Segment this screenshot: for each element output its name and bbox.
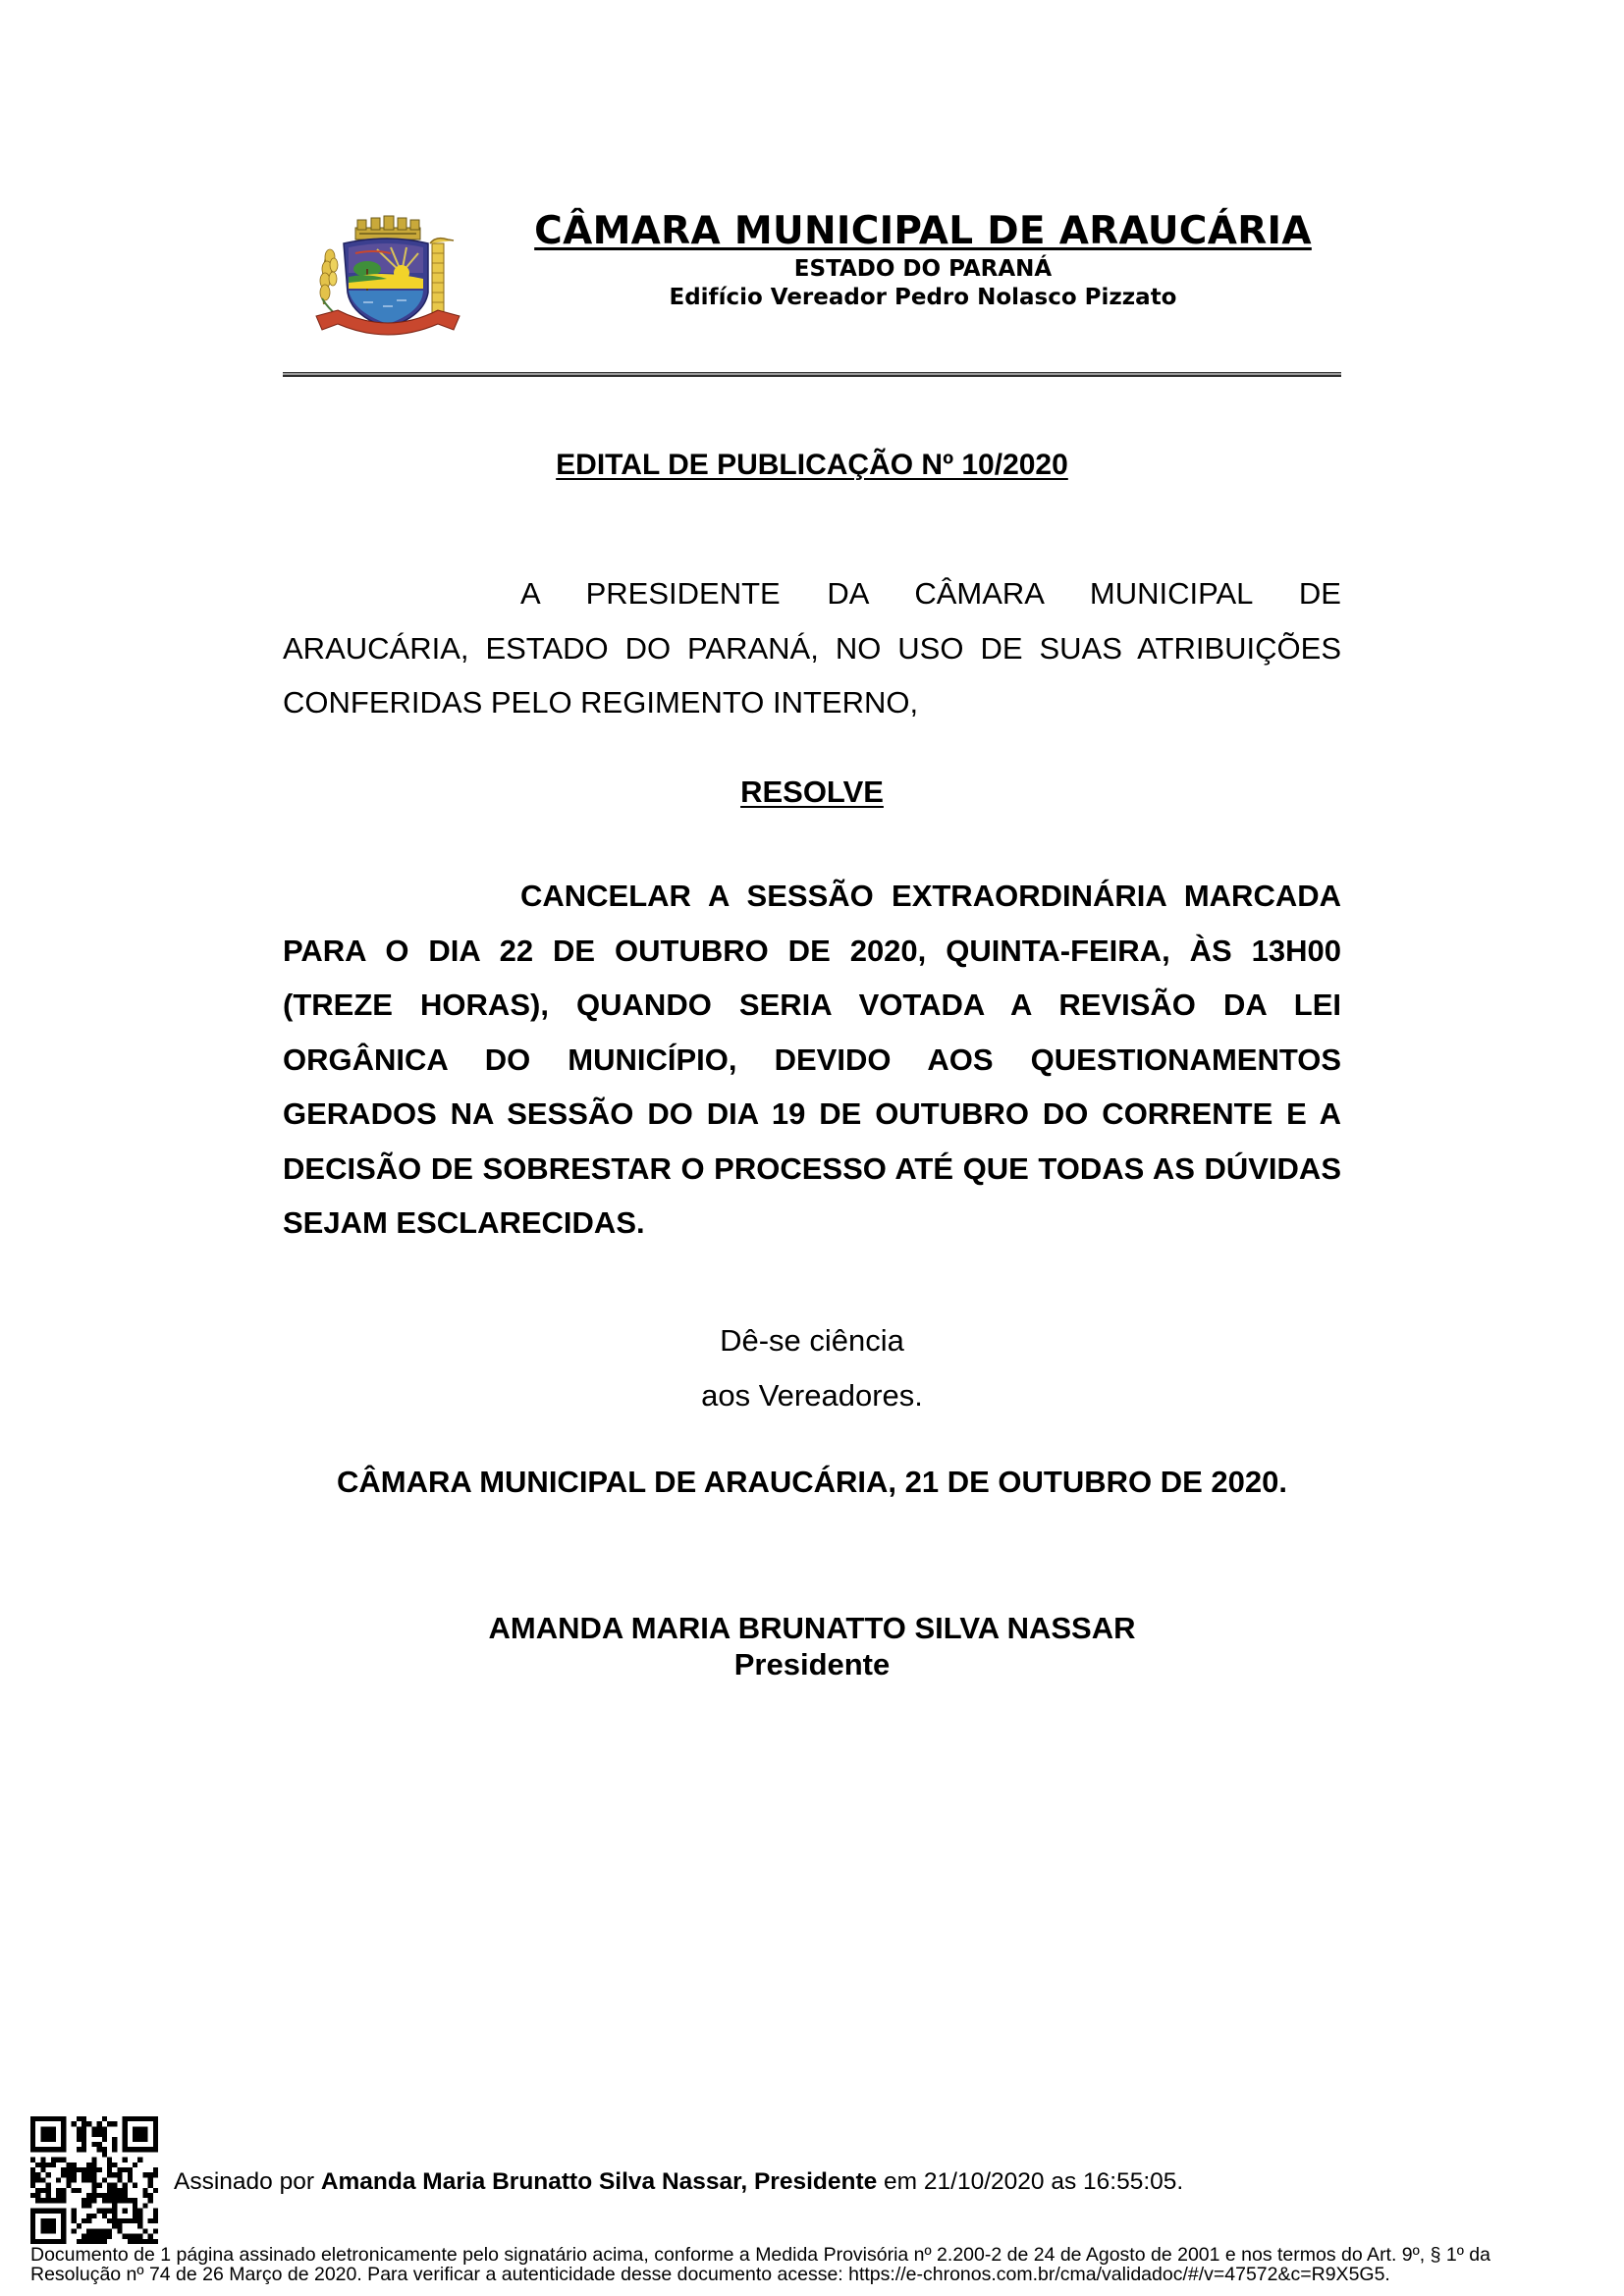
signer-name: AMANDA MARIA BRUNATTO SILVA NASSAR (488, 1611, 1136, 1645)
notice-line-1: Dê-se ciência (720, 1323, 904, 1358)
legal-note-line-1: Documento de 1 página assinado eletronicamente pelo signatário acima, conforme a Medida Provisória nº 2.200-2 de 24 de Agosto de 2001 e nos termos do Art. 9º, § 1º da (30, 2244, 1490, 2266)
shield-icon (344, 239, 428, 328)
resolution-paragraph: CANCELAR A SESSÃO EXTRAORDINÁRIA MARCADA PARA O DIA 22 DE OUTUBRO DE 2020, QUINTA-FEIRA, ÀS 13H00 (TREZE HORAS), QUANDO SERIA VOTADA A REVISÃO DA LEI ORGÂNICA DO MUNICÍPIO, DEVIDO AOS QUESTIONAMENTOS GERADOS NA SESSÃO DO DIA 19 DE OUTUBRO DO CORRENTE E A DECISÃO DE SOBRESTAR O PROCESSO ATÉ QUE TODAS AS DÚVIDAS SEJAM ESCLARECIDAS. (283, 879, 1341, 1240)
signer-role: Presidente (733, 1647, 891, 1682)
place-and-date: CÂMARA MUNICIPAL DE ARAUCÁRIA, 21 DE OUTUBRO DE 2020. (337, 1465, 1287, 1499)
resolve-heading-text: RESOLVE (740, 774, 884, 809)
notice-block (283, 1313, 1341, 1422)
qr-code-icon[interactable] (30, 2116, 158, 2244)
resolve-heading (283, 774, 1341, 811)
column-icon (430, 239, 454, 314)
document-title-text: EDITAL DE PUBLICAÇÃO Nº 10/2020 (556, 449, 1068, 481)
institution-title: CÂMARA MUNICIPAL DE ARAUCÁRIA (534, 209, 1312, 253)
wheat-icon (320, 249, 338, 316)
legal-note (30, 2245, 1601, 2284)
document-title (283, 448, 1341, 483)
legal-note-line-2[interactable]: Resolução nº 74 de 26 Março de 2020. Para verificar a autenticidade desse documento acesse: https://e-chronos.com.br/cma/validadoc/#/v=47572&c=R9X5G5. (30, 2264, 1390, 2285)
intro-paragraph: A PRESIDENTE DA CÂMARA MUNICIPAL DE ARAUCÁRIA, ESTADO DO PARANÁ, NO USO DE SUAS ATRIBUIÇÕES CONFERIDAS PELO REGIMENTO INTERNO, (283, 576, 1341, 720)
header-divider (283, 372, 1341, 377)
notice-line-2: aos Vereadores. (701, 1377, 923, 1413)
signed-timestamp: em 21/10/2020 as 16:55:05. (877, 2168, 1184, 2195)
electronic-signature-line (174, 2167, 1183, 2197)
mural-crown-icon (355, 216, 420, 240)
coat-of-arms-icon (308, 214, 467, 338)
building-name: Edifício Vereador Pedro Nolasco Pizzato (669, 285, 1177, 310)
signed-prefix: Assinado por (174, 2168, 321, 2195)
state-name: ESTADO DO PARANÁ (793, 256, 1053, 282)
signature-block (283, 1610, 1341, 1682)
header-text-block (511, 208, 1335, 312)
signed-name: Amanda Maria Brunatto Silva Nassar, Presidente (320, 2168, 878, 2195)
